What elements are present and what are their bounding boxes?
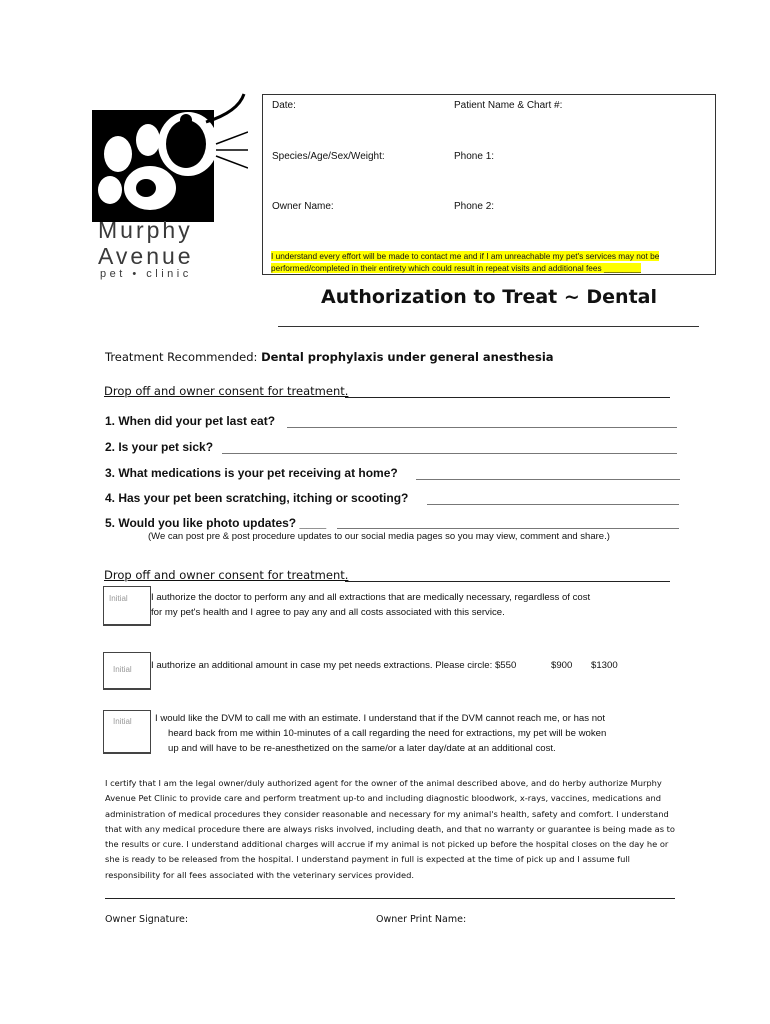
auth-estimate-line1: I would like the DVM to call me with an estimate. I understand that if the DVM cannot reach me, or has not	[155, 713, 606, 724]
answer-sick[interactable]	[222, 453, 677, 454]
logo-text-pet-clinic: pet • clinic	[100, 268, 192, 280]
question-last-eat: 1. When did your pet last eat?	[105, 414, 276, 428]
phone1-field[interactable]: Phone 1:	[454, 151, 495, 162]
question-scratching: 4. Has your pet been scratching, itching or scooting?	[105, 491, 409, 505]
answer-scratching[interactable]	[427, 504, 679, 505]
date-field[interactable]: Date:	[272, 100, 296, 111]
auth-additional-amount: I authorize an additional amount in case my pet needs extractions. Please circle: $550	[151, 660, 517, 671]
question-medications: 3. What medications is your pet receiving at home?	[105, 466, 398, 480]
amount-option-900[interactable]: $900	[551, 660, 573, 671]
logo-text-avenue: Avenue	[98, 243, 194, 269]
logo-text-murphy: Murphy	[98, 217, 193, 243]
consent-underline	[345, 397, 670, 398]
consent-underline-2	[345, 581, 670, 582]
treatment-recommended	[105, 350, 554, 364]
initial-box-additional-amount[interactable]	[103, 652, 151, 690]
contact-notice-text: I understand every effort will be made to contact me and if I am unreachable my pet's services may not be performed/completed in their entirety which could result in repeat visits and additional fees ________	[271, 251, 660, 273]
answer-medications[interactable]	[416, 479, 680, 480]
auth-estimate-line2: heard back from me within 10-minutes of a call regarding the need for extractions, my pet will be woken	[168, 728, 607, 739]
auth-extractions-line1: I authorize the doctor to perform any and all extractions that are medically necessary, regardless of cost	[151, 592, 591, 603]
owner-print-name-label: Owner Print Name:	[376, 914, 467, 925]
answer-last-eat[interactable]	[287, 427, 677, 428]
initial-box-estimate-call[interactable]	[103, 710, 151, 754]
certification-text: I certify that I am the legal owner/duly authorized agent for the owner of the animal described above, and do herby authorize Murphy Avenue Pet Clinic to provide care and perform treatment up-to and including diagnostic bloodwork, x-rays, vaccines, medications and administration of medical procedures they consider reasonable and necessary for my animal's health, safety and comfort. I understand that with any medical procedure there are always risks involved, including death, and that no warranty or guarantee is being made as to the results or cure. I understand additional charges will accrue if my animal is not picked up before the hospital closes on the day he or she is ready to be released from the hospital. I understand payment in full is expected at the time of pick up and I assume full responsibility for all fees associated with the veterinary services provided.	[105, 778, 675, 880]
auth-extractions-line2: for my pet's health and I agree to pay any and all costs associated with this service.	[151, 607, 505, 618]
patient-name-field[interactable]: Patient Name & Chart #:	[454, 100, 563, 111]
owner-name-field[interactable]: Owner Name:	[272, 201, 334, 212]
page-title: Authorization to Treat ~ Dental	[321, 286, 657, 308]
question-photo-updates: 5. Would you like photo updates? ____	[105, 516, 327, 530]
amount-option-1300[interactable]: $1300	[591, 660, 618, 671]
treatment-label: Treatment Recommended:	[105, 350, 262, 364]
photo-note: (We can post pre & post procedure updates to our social media pages so you may view, comment and share.)	[148, 531, 610, 542]
initial-label: Initial	[109, 594, 128, 603]
auth-estimate-line3: up and will have to be re-anesthetized on the same/or a later day/date at an additional cost.	[168, 743, 556, 754]
patient-info-box	[262, 94, 716, 275]
treatment-value: Dental prophylaxis under general anesthesia	[261, 350, 554, 364]
consent-heading-2: Drop off and owner consent for treatment.	[104, 568, 349, 582]
initial-label: Initial	[113, 665, 132, 674]
initial-box-extractions[interactable]	[103, 586, 151, 626]
title-underline	[278, 326, 699, 327]
initial-label: Initial	[113, 717, 132, 726]
answer-photo-updates[interactable]	[337, 528, 679, 529]
signature-line[interactable]	[105, 898, 675, 899]
owner-signature-label: Owner Signature:	[105, 914, 189, 925]
phone2-field[interactable]: Phone 2:	[454, 201, 495, 212]
contact-notice	[271, 250, 711, 274]
question-sick: 2. Is your pet sick?	[105, 440, 214, 454]
consent-heading: Drop off and owner consent for treatment.	[104, 384, 349, 398]
species-field[interactable]: Species/Age/Sex/Weight:	[272, 151, 385, 162]
